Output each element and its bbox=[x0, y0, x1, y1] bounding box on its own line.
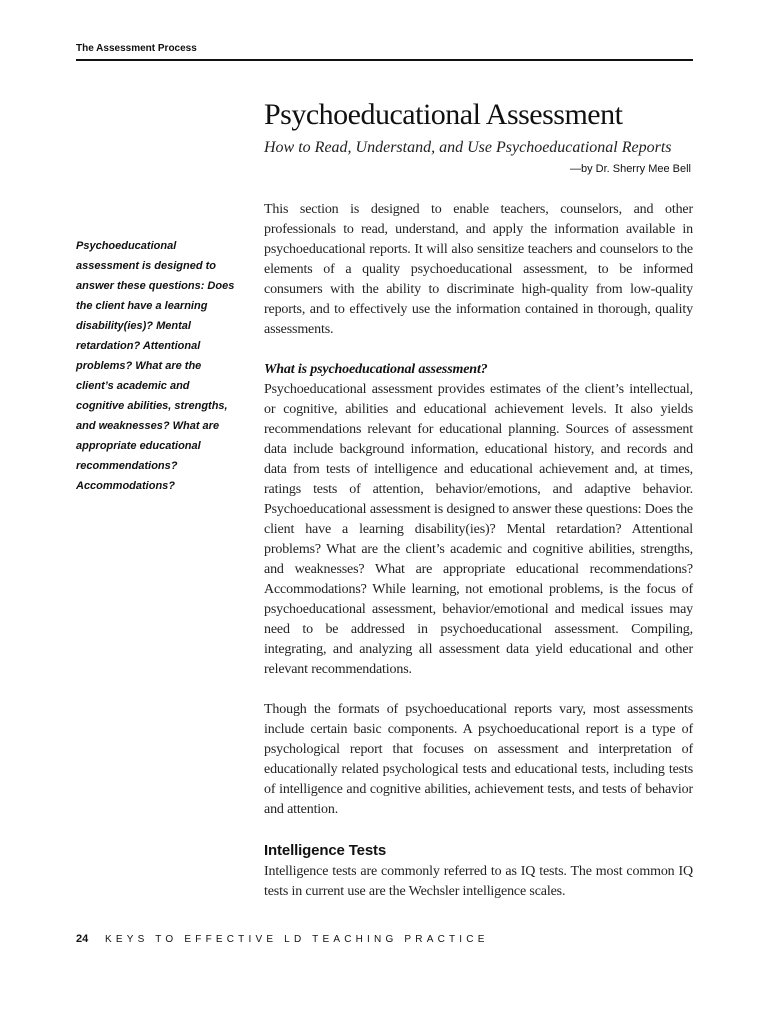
question-heading: What is psychoeducational assessment? bbox=[264, 362, 488, 377]
running-head: The Assessment Process bbox=[76, 43, 197, 54]
book-title: KEYS TO EFFECTIVE LD TEACHING PRACTICE bbox=[105, 934, 489, 945]
section-paragraph: Intelligence tests are commonly referred to as IQ tests. The most common IQ tests in current use are the Wechsler intelligence scales. bbox=[264, 864, 693, 899]
article-body bbox=[264, 200, 693, 902]
sidebar-pull-quote: Psychoeducational assessment is designed to answer these questions: Does the client have a learning disability(ies)? Mental retardation? Attentional problems? What are the client’s academic and cognitive abilities, strengths, and weaknesses? What are appropriate educational recommendations? Accommodations? bbox=[76, 240, 235, 492]
page-footer bbox=[76, 933, 489, 945]
header-rule bbox=[76, 59, 693, 61]
intro-paragraph: This section is designed to enable teachers, counselors, and other professionals to read, understand, and apply the information available in psychoeducational reports. It will also sensitize teachers and counselors to the elements of a quality psychoeducational assessment, to be informed consumers with the ability to discriminate high-quality from low-quality reports, and to effectively use the information contained in thorough, quality assessments. bbox=[264, 202, 693, 337]
section-heading: Intelligence Tests bbox=[264, 842, 387, 859]
byline: —by Dr. Sherry Mee Bell bbox=[569, 163, 691, 175]
page-title: Psychoeducational Assessment bbox=[264, 98, 623, 131]
page-number: 24 bbox=[76, 933, 89, 945]
question-paragraph: Psychoeducational assessment provides estimates of the client’s intellectual, or cognitive, abilities and educational achievement levels. It also yields recommendations relevant for educational planning. Sources of assessment data include background information, educational history, and records and data from tests of intelligence and educational achievement and, at times, ratings tests of attention, behavior/emotions, and adaptive behavior. Psychoeducational assessment is designed to answer these questions: Does the client have a learning disability(ies)? Mental retardation? Attentional problems? What are the client’s academic and cognitive abilities, strengths, and weaknesses? What are appropriate educational recommendations? Accommodations? While learning, not emotional problems, is the focus of psychoeducational assessment, behavior/emotional and medical issues may need to be addressed in psychoeducational assessment. Compiling, integrating, and analyzing all assessment data yield educational and other relevant recommendations. bbox=[264, 382, 693, 677]
formats-paragraph: Though the formats of psychoeducational reports vary, most assessments include certain basic components. A psychoeducational report is a type of psychological report that focuses on assessment and interpretation of educationally related psychological tests and educational tests, including tests of intelligence and cognitive abilities, achievement tests, and tests of behavior and attention. bbox=[264, 702, 693, 817]
subtitle: How to Read, Understand, and Use Psychoeducational Reports bbox=[264, 139, 672, 156]
